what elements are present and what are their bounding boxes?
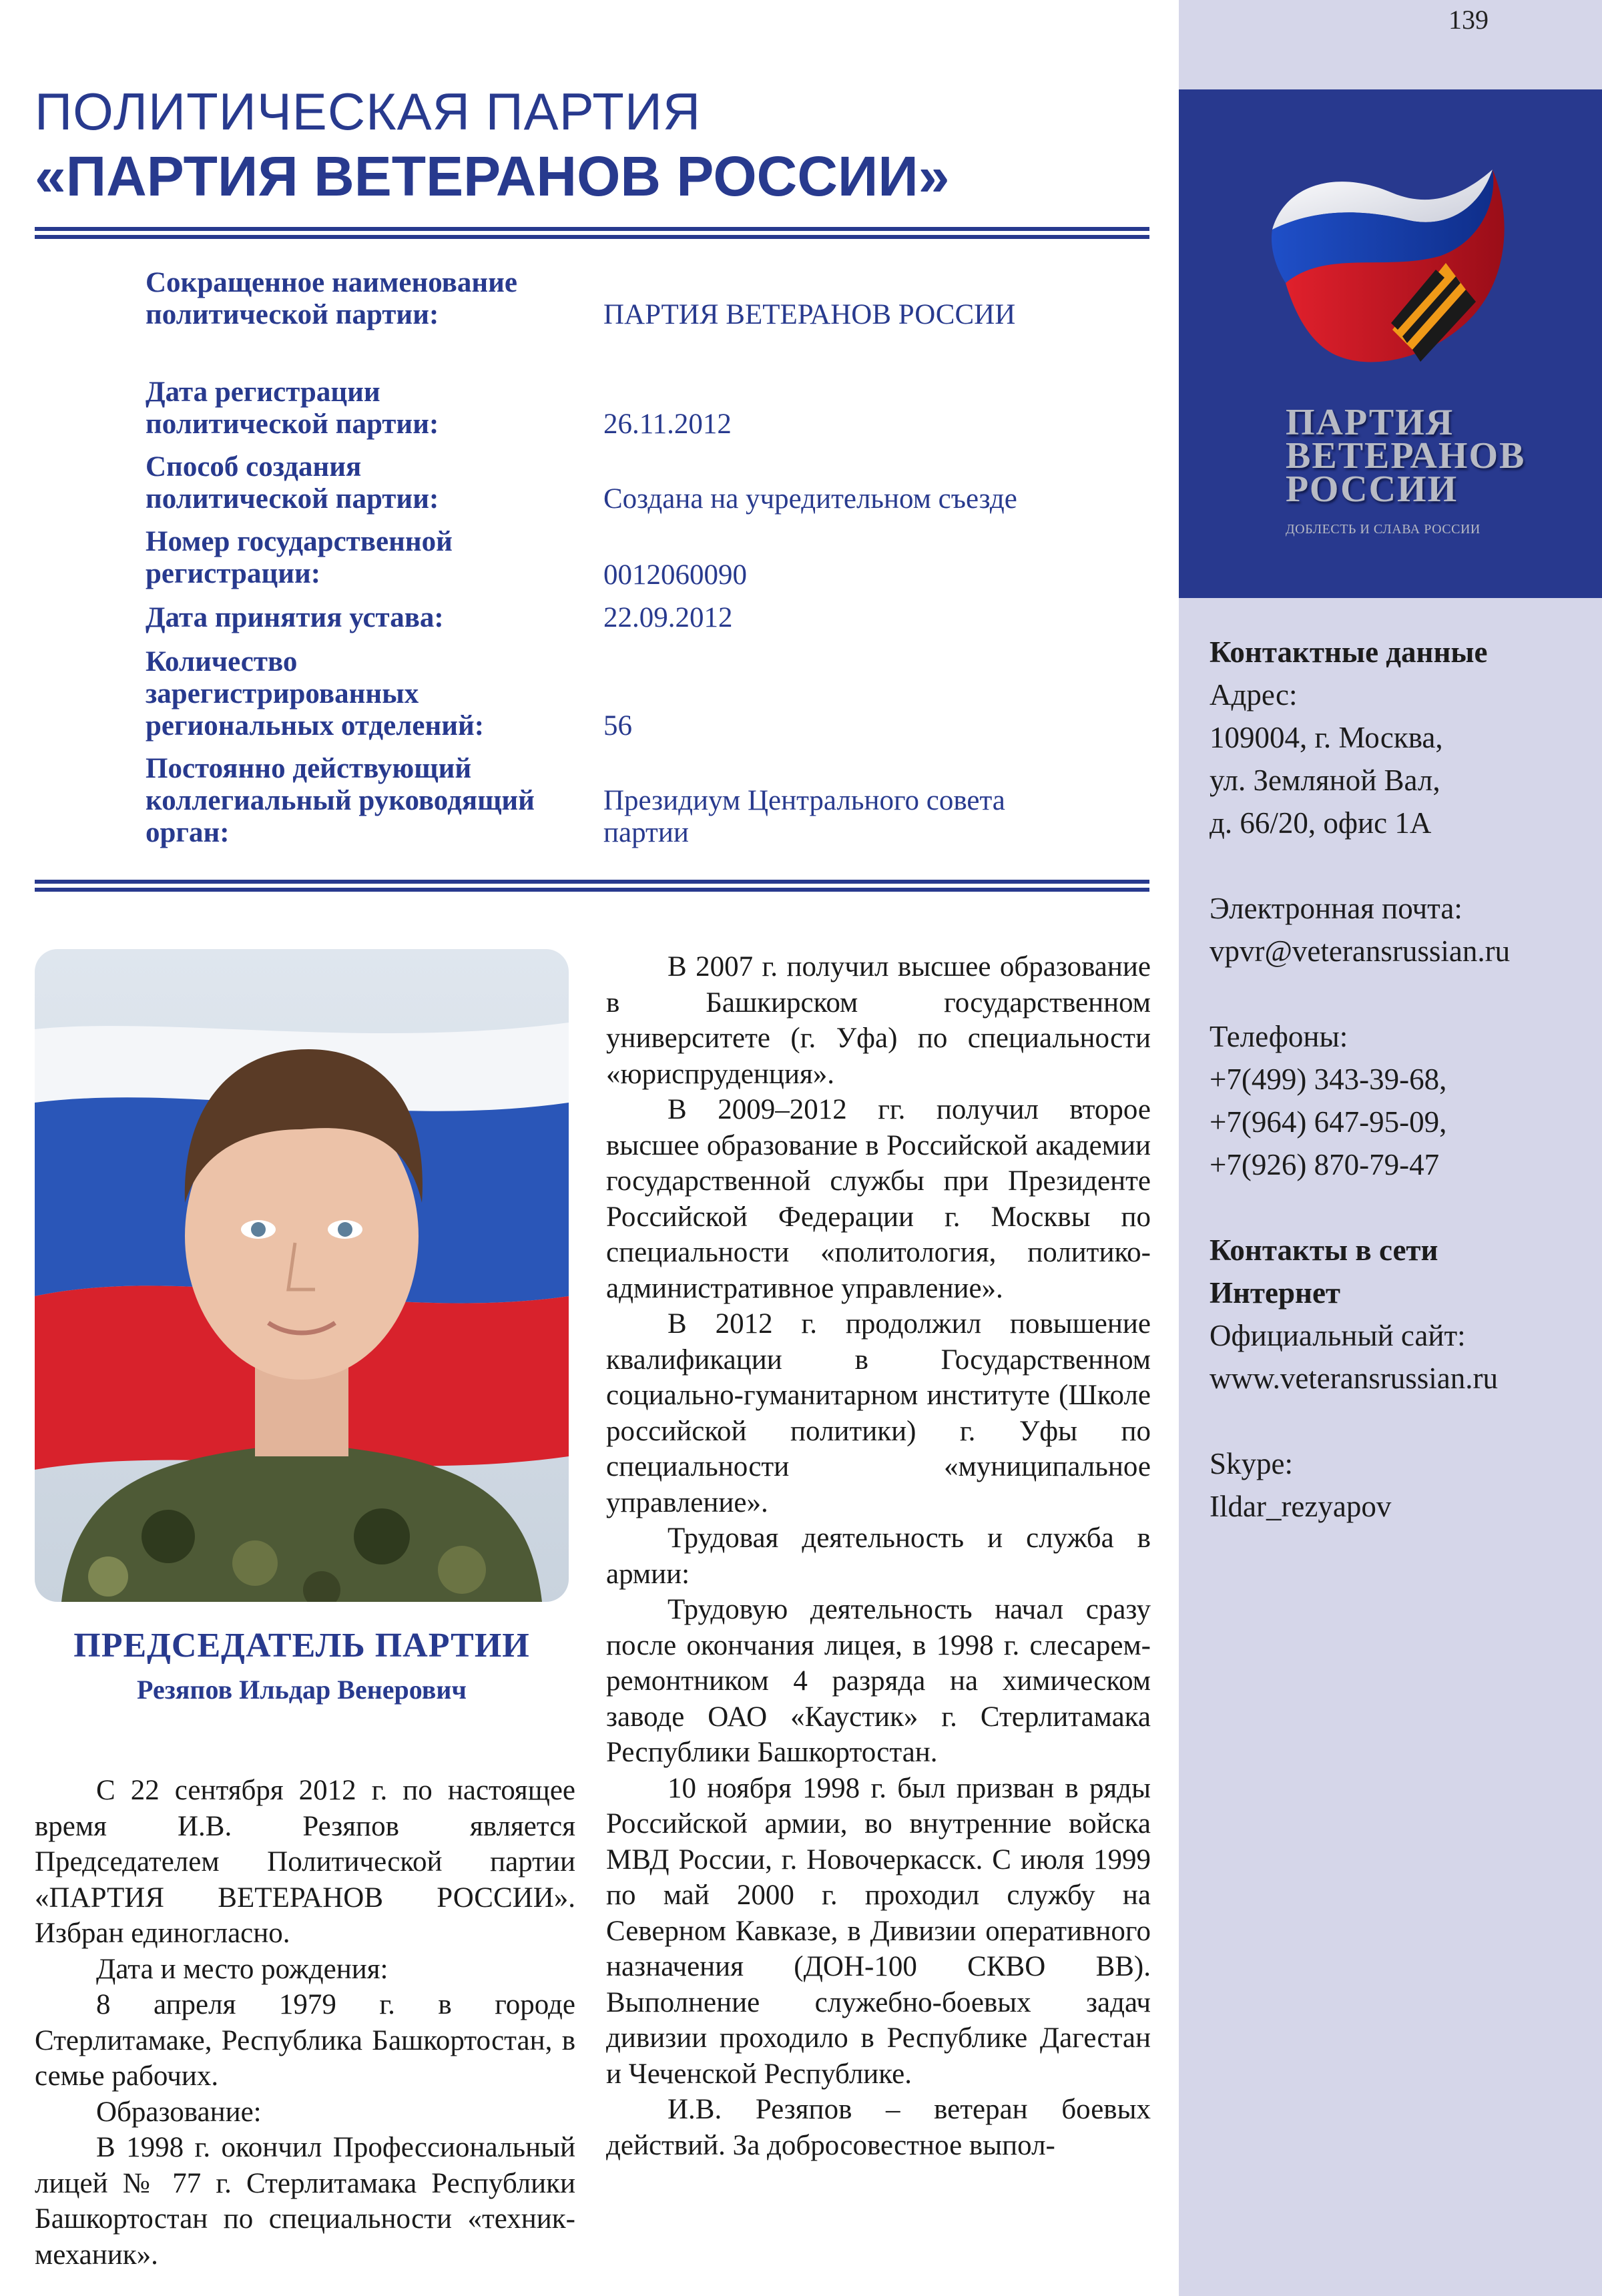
paragraph: И.В. Резяпов – ветеран боевых действий. За добросовестное выпол- [606, 2094, 1151, 2161]
chairman-title: ПРЕДСЕДАТЕЛЬ ПАРТИИ [73, 1627, 530, 1665]
info-divider [35, 880, 1149, 884]
page-number: 139 [1448, 5, 1489, 35]
address-line: ул. Земляной Вал, [1210, 764, 1440, 797]
paragraph: 8 апреля 1979 г. в городе Стерлитамаке, Республика Башкортостан, в семье рабочих. [35, 1989, 575, 2092]
paragraph: Трудовую деятельность начал сразу после окончания лицея, в 1998 г. слесарем-ремонтником 4 разряда на химическом заводе ОАО «Каустик» г. Стерлитамака Республики Башкортостан. [606, 1594, 1151, 1768]
paragraph: С 22 сентября 2012 г. по настоящее время И.В. Резяпов является Председателем Политической партии «ПАРТИЯ ВЕТЕРАНОВ РОССИИ». Избран единогласно. [35, 1775, 575, 1949]
info-label: Дата принятия устава: [146, 602, 444, 633]
info-label: Способ создания политической партии: [146, 451, 439, 515]
info-value: 56 [603, 710, 632, 742]
info-value: Президиум Центрального совета партии [603, 785, 1005, 848]
address-line: д. 66/20, офис 1А [1210, 806, 1432, 840]
paragraph: В 2012 г. продолжил повышение квалификации в Государственном социально-гуманитарном институте (Школе российской политики) г. Уфы по специальности «муниципальное управление». [606, 1308, 1151, 1518]
logo-wordmark: ПАРТИЯ ВЕТЕРАНОВ РОССИИ [1286, 402, 1526, 510]
info-value: 22.09.2012 [603, 602, 733, 633]
phone-number: +7(499) 343-39-68, [1210, 1063, 1447, 1096]
chairman-name: Резяпов Ильдар Венерович [137, 1675, 467, 1705]
info-label: Постоянно действующий коллегиальный руководящий орган: [146, 753, 535, 848]
paragraph: Дата и место рождения: [96, 1953, 388, 1985]
site-link[interactable]: www.veteransrussian.ru [1210, 1362, 1498, 1395]
phone-number: +7(926) 870-79-47 [1210, 1148, 1440, 1181]
info-divider [35, 888, 1149, 892]
party-logo [1179, 89, 1602, 598]
info-value: Создана на учредительном съезде [603, 483, 1017, 515]
address-label: Адрес: [1210, 678, 1298, 711]
email-label: Электронная почта: [1210, 892, 1462, 925]
paragraph: Образование: [96, 2096, 262, 2128]
phone-number: +7(964) 647-95-09, [1210, 1105, 1447, 1139]
contact-details [1210, 631, 1583, 1528]
info-value: 0012060090 [603, 559, 747, 591]
address-line: 109004, г. Москва, [1210, 721, 1443, 754]
logo-subtitle: ДОБЛЕСТЬ И СЛАВА РОССИИ [1286, 522, 1481, 537]
info-label: Количество зарегистрированных региональных отделений: [146, 646, 485, 742]
chairman-photo [35, 949, 569, 1602]
internet-heading: Интернет [1210, 1276, 1341, 1310]
paragraph: В 2007 г. получил высшее образование в Башкирском государственном университете (г. Уфа) по специальности «юриспруденция». [606, 951, 1151, 1090]
site-label: Официальный сайт: [1210, 1319, 1466, 1352]
flag-ribbon-icon [1246, 129, 1526, 383]
page-title-line2: «ПАРТИЯ ВЕТЕРАНОВ РОССИИ» [35, 145, 950, 208]
skype-handle: Ildar_rezyapov [1210, 1490, 1392, 1523]
paragraph: В 2009–2012 гг. получил второе высшее образование в Российской академии государственной службы при Президенте Российской Федерации г. Москвы по специальности «политология, политико-административное управление». [606, 1094, 1151, 1304]
contacts-heading: Контактные данные [1210, 635, 1488, 669]
email-link[interactable]: vpvr@veteransrussian.ru [1210, 934, 1511, 968]
info-label: Сокращенное наименование политической партии: [146, 267, 518, 330]
paragraph: В 1998 г. окончил Профессиональный лицей № 77 г. Стерлитамака Республики Башкортостан по специальности «техник-механик». [35, 2132, 575, 2271]
phones-label: Телефоны: [1210, 1020, 1348, 1053]
biography-column-right [606, 949, 1151, 2163]
info-label: Номер государственной регистрации: [146, 526, 453, 589]
info-label: Дата регистрации политической партии: [146, 376, 439, 440]
info-value: ПАРТИЯ ВЕТЕРАНОВ РОССИИ [603, 299, 1016, 330]
paragraph: 10 ноября 1998 г. был призван в ряды Российской армии, во внутренние войска МВД России, г. Новочеркасск. С июля 1999 по май 2000 г. проходил службу на Северном Кавказе, в Дивизии оперативного назначения (ДОН-100 СКВО ВВ). Выполнение служебно-боевых задач дивизии проходило в Республике Дагестан и Чеченской Республике. [606, 1772, 1151, 2090]
paragraph: Трудовая деятельность и служба в армии: [606, 1522, 1151, 1590]
header-divider [35, 227, 1149, 231]
biography-column-left [35, 1773, 575, 2273]
internet-heading: Контакты в сети [1210, 1233, 1438, 1267]
info-value: 26.11.2012 [603, 408, 732, 440]
portrait-image [35, 949, 569, 1602]
skype-label: Skype: [1210, 1447, 1294, 1480]
header-divider [35, 235, 1149, 239]
page-title-line1: ПОЛИТИЧЕСКАЯ ПАРТИЯ [35, 82, 702, 141]
